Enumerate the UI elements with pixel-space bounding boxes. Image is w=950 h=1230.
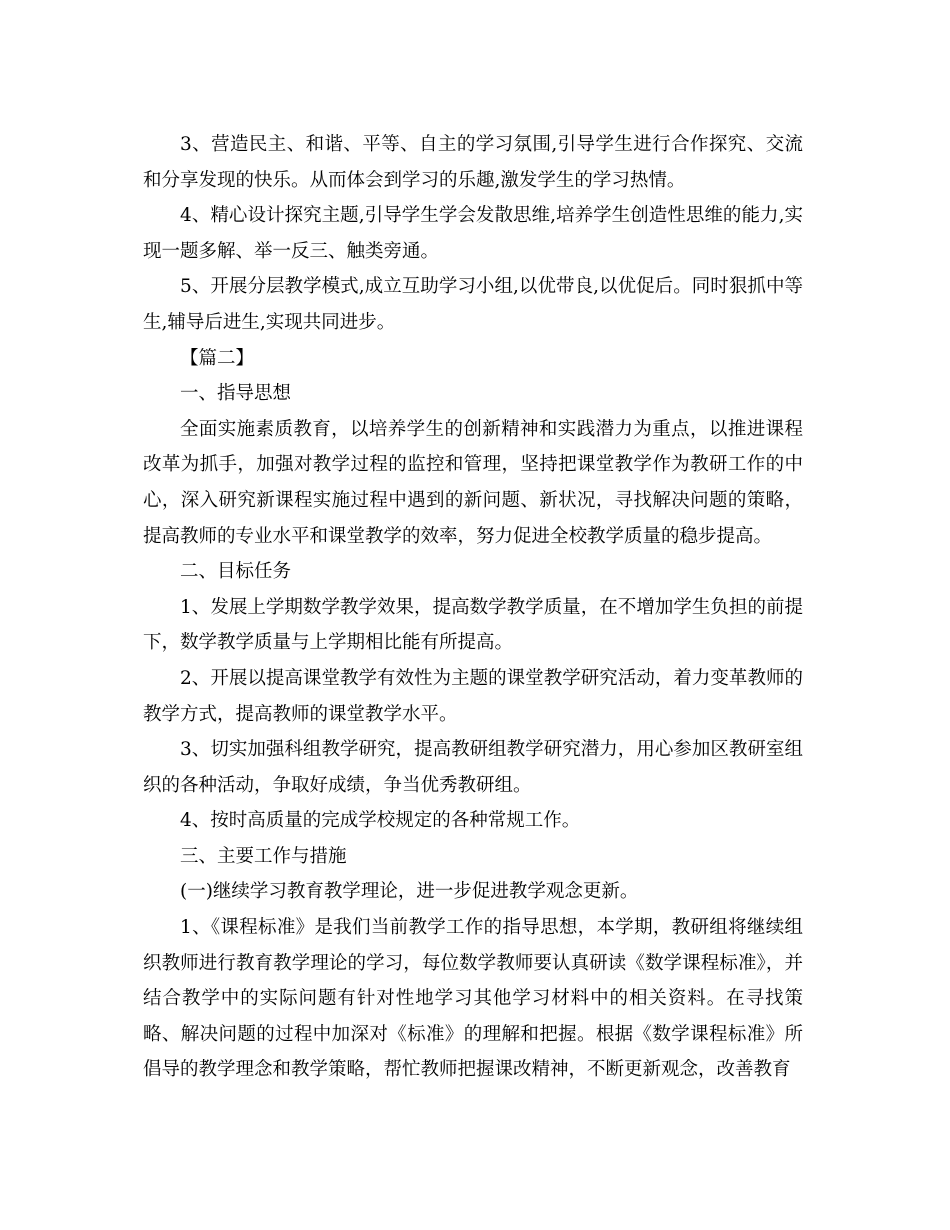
- paragraph-task-2: 2、开展以提高课堂教学有效性为主题的课堂教学研究活动，着力变革教师的教学方式，提高教师的课堂教学水平。: [143, 667, 803, 725]
- heading-guiding-ideology: 一、指导思想: [180, 383, 292, 405]
- heading-main-work: 三、主要工作与措施: [180, 845, 347, 867]
- section-heading-part-two: 【篇二】: [180, 347, 255, 369]
- paragraph-guiding-ideology: 全面实施素质教育，以培养学生的创新精神和实践潜力为重点，以推进课程改革为抓手，加强对教学过程的监控和管理，坚持把课堂教学作为教研工作的中心，深入研究新课程实施过程中遇到的新问题、新状况，寻找解决问题的策略，提高教师的专业水平和课堂教学的效率，努力促进全校教学质量的稳步提高。: [143, 418, 803, 547]
- paragraph-goal-3: 3、营造民主、和谐、平等、自主的学习氛围,引导学生进行合作探究、交流和分享发现的快乐。从而体会到学习的乐趣,激发学生的学习热情。: [143, 134, 803, 191]
- paragraph-task-3: 3、切实加强科组教学研究，提高教研组教学研究潜力，用心参加区教研室组织的各种活动，争取好成绩，争当优秀教研组。: [143, 739, 803, 796]
- paragraph-task-1: 1、发展上学期数学教学效果，提高数学教学质量，在不增加学生负担的前提下，数学教学质量与上学期相比能有所提高。: [143, 596, 803, 654]
- paragraph-goal-5: 5、开展分层教学模式,成立互助学习小组,以优带良,以优促后。同时狠抓中等生,辅导后进生,实现共同进步。: [143, 276, 803, 333]
- document-body: [143, 127, 803, 1088]
- paragraph-goal-4: 4、精心设计探究主题,引导学生学会发散思维,培养学生创造性思维的能力,实现一题多解、举一反三、触类旁通。: [143, 205, 803, 262]
- subheading-theory-study: (一)继续学习教育教学理论，进一步促进教学观念更新。: [180, 881, 639, 903]
- heading-target-tasks: 二、目标任务: [180, 561, 292, 583]
- paragraph-task-4: 4、按时高质量的完成学校规定的各种常规工作。: [180, 810, 581, 832]
- paragraph-curriculum-standard: 1、《课程标准》是我们当前教学工作的指导思想，本学期，教研组将继续组织教师进行教育教学理论的学习，每位数学教师要认真研读《数学课程标准》，并结合教学中的实际问题有针对性地学习其他学习材料中的相关资料。在寻找策略、解决问题的过程中加深对《标准》的理解和把握。根据《数学课程标准》所倡导的教学理念和教学策略，帮忙教师把握课改精神，不断更新观念，改善教育: [143, 917, 803, 1081]
